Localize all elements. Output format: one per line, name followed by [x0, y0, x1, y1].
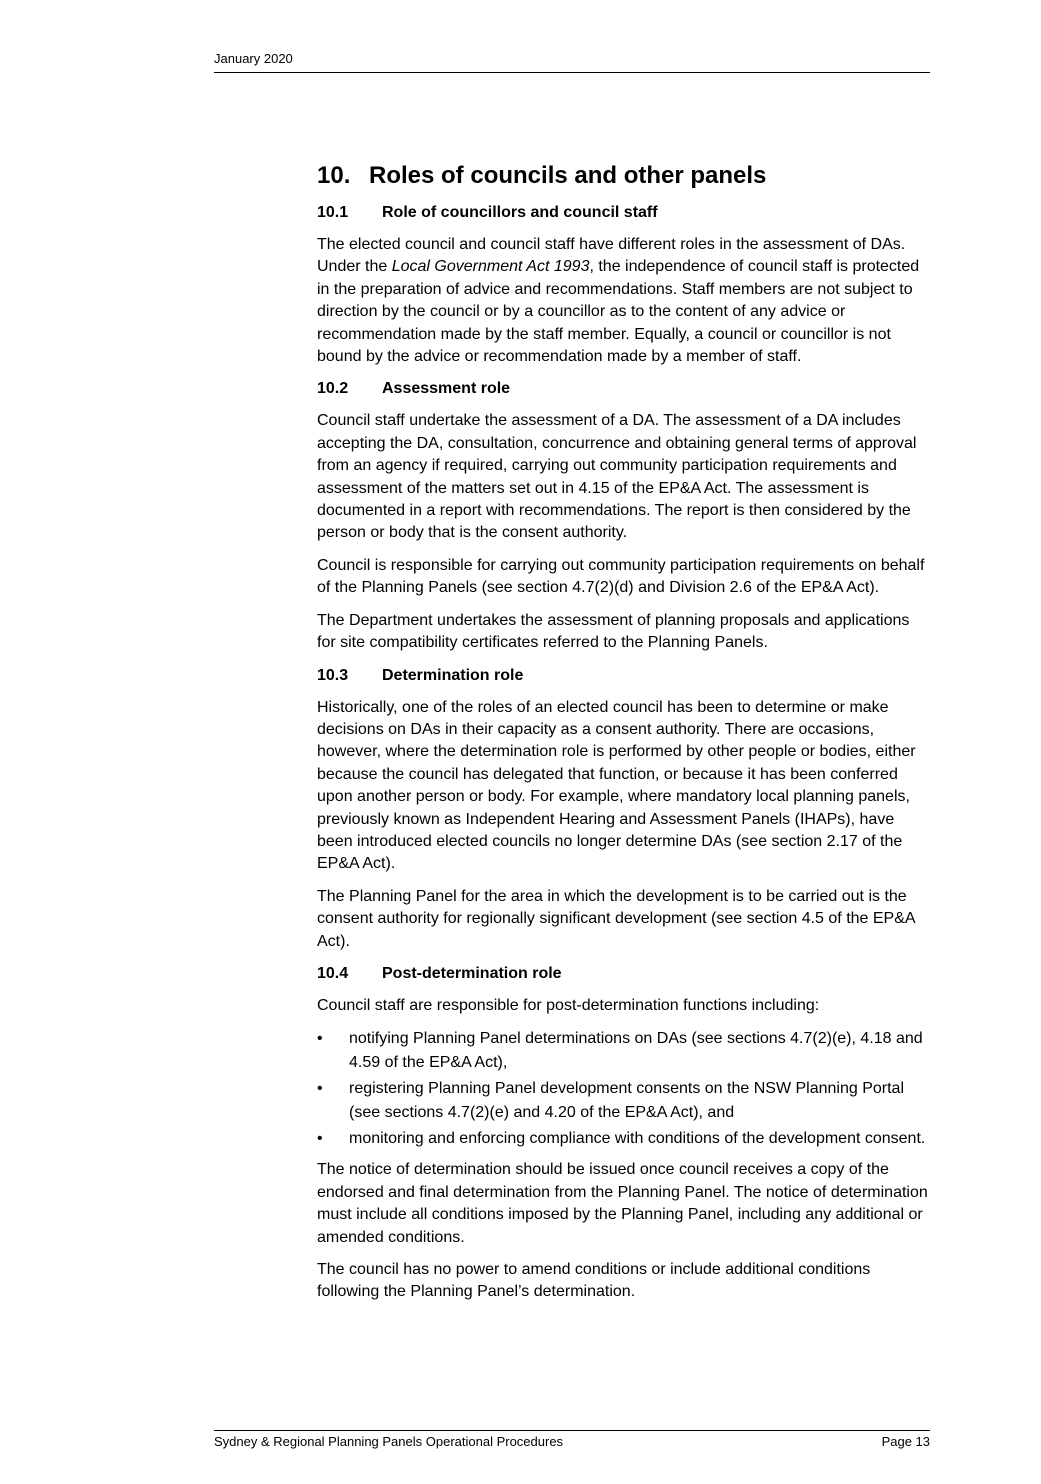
main-content — [317, 160, 930, 1314]
subsection-heading-10-1 — [317, 202, 930, 224]
subsection-number: 10.4 — [317, 964, 349, 982]
subsection-title: Post-determination role — [382, 964, 562, 982]
paragraph-10-1: The elected council and council staff have different roles in the assessment of DAs. Under the Local Government Act 1993, the independence of council staff is protected in the preparation of advice and recommendations. Staff members are not subject to direction by the council or by a councillor as to the content of any advice or recommendation made by the staff member. Equally, a council or councillor is not bound by the advice or recommendation made by a member of staff. — [317, 236, 920, 366]
subsection-title: Assessment role — [382, 380, 511, 398]
subsection-title: Role of councillors and council staff — [382, 204, 658, 221]
bullet-icon: • — [317, 1030, 323, 1048]
paragraph-10-3-b: The Planning Panel for the area in which the development is to be carried out is the consent authority for regionally significant development (see section 4.5 of the EP&A Act). — [317, 887, 915, 950]
paragraph-10-2-b: Council is responsible for carrying out community participation requirements on behalf of the Planning Panels (see section 4.7(2)(d) and Division 2.6 of the EP&A Act). — [317, 556, 925, 597]
subsection-number: 10.2 — [317, 380, 349, 398]
bullet-icon: • — [317, 1130, 323, 1148]
subsection-heading-10-4 — [317, 963, 930, 985]
paragraph-10-3-a: Historically, one of the roles of an elected council has been to determine or make decisions on DAs in their capacity as a consent authority. There are occasions, however, where the determination role is performed by other people or bodies, either because the council has delegated that function, or because it has been conferred upon another person or body. For example, where mandatory local planning panels, previously known as Independent Hearing and Assessment Panels (IHAPs), have been introduced elected councils no longer determine DAs (see section 2.17 of the EP&A Act). — [317, 698, 916, 873]
paragraph-10-4-b: The notice of determination should be issued once council receives a copy of the endorsed and final determination from the Planning Panel. The notice of determination must include all conditions imposed by the Planning Panel, including any additional or amended conditions. — [317, 1161, 928, 1246]
page-header — [214, 50, 930, 73]
subsection-title: Determination role — [382, 666, 524, 684]
section-heading — [317, 160, 930, 192]
bullet-list — [317, 1027, 930, 1151]
list-item: • registering Planning Panel development consents on the NSW Planning Portal (see sections 4.7(2)(e) and 4.20 of the EP&A Act), and — [317, 1077, 930, 1125]
subsection-heading-10-3 — [317, 665, 930, 687]
subsection-number: 10.3 — [317, 666, 349, 684]
page-footer — [214, 1430, 930, 1451]
paragraph-10-2-c: The Department undertakes the assessment of planning proposals and applications for site compatibility certificates referred to the Planning Panels. — [317, 611, 910, 652]
subsection-heading-10-2 — [317, 378, 930, 400]
paragraph-10-2-a: Council staff undertake the assessment of a DA. The assessment of a DA includes accepting the DA, consultation, concurrence and obtaining general terms of approval from an agency if required, carrying out community participation requirements and assessment of the matters set out in 4.15 of the EP&A Act. The assessment is documented in a report with recommendations. The report is then considered by the person or body that is the consent authority. — [317, 412, 917, 542]
paragraph-10-4-c: The council has no power to amend conditions or include additional conditions following the Planning Panel’s determination. — [317, 1261, 871, 1301]
header-date: January 2020 — [214, 51, 293, 66]
section-number: 10. — [317, 162, 351, 189]
page-number: Page 13 — [881, 1434, 930, 1449]
footer-title: Sydney & Regional Planning Panels Operational Procedures — [214, 1434, 564, 1449]
subsection-number: 10.1 — [317, 204, 349, 221]
paragraph-10-4-intro: Council staff are responsible for post-determination functions including: — [317, 996, 820, 1014]
section-title: Roles of councils and other panels — [369, 162, 767, 189]
act-name: Local Government Act 1993 — [391, 258, 590, 276]
list-item: • notifying Planning Panel determinations on DAs (see sections 4.7(2)(e), 4.18 and 4.59 of the EP&A Act), — [317, 1027, 930, 1075]
bullet-icon: • — [317, 1080, 323, 1098]
list-item: • monitoring and enforcing compliance with conditions of the development consent. — [317, 1127, 930, 1151]
